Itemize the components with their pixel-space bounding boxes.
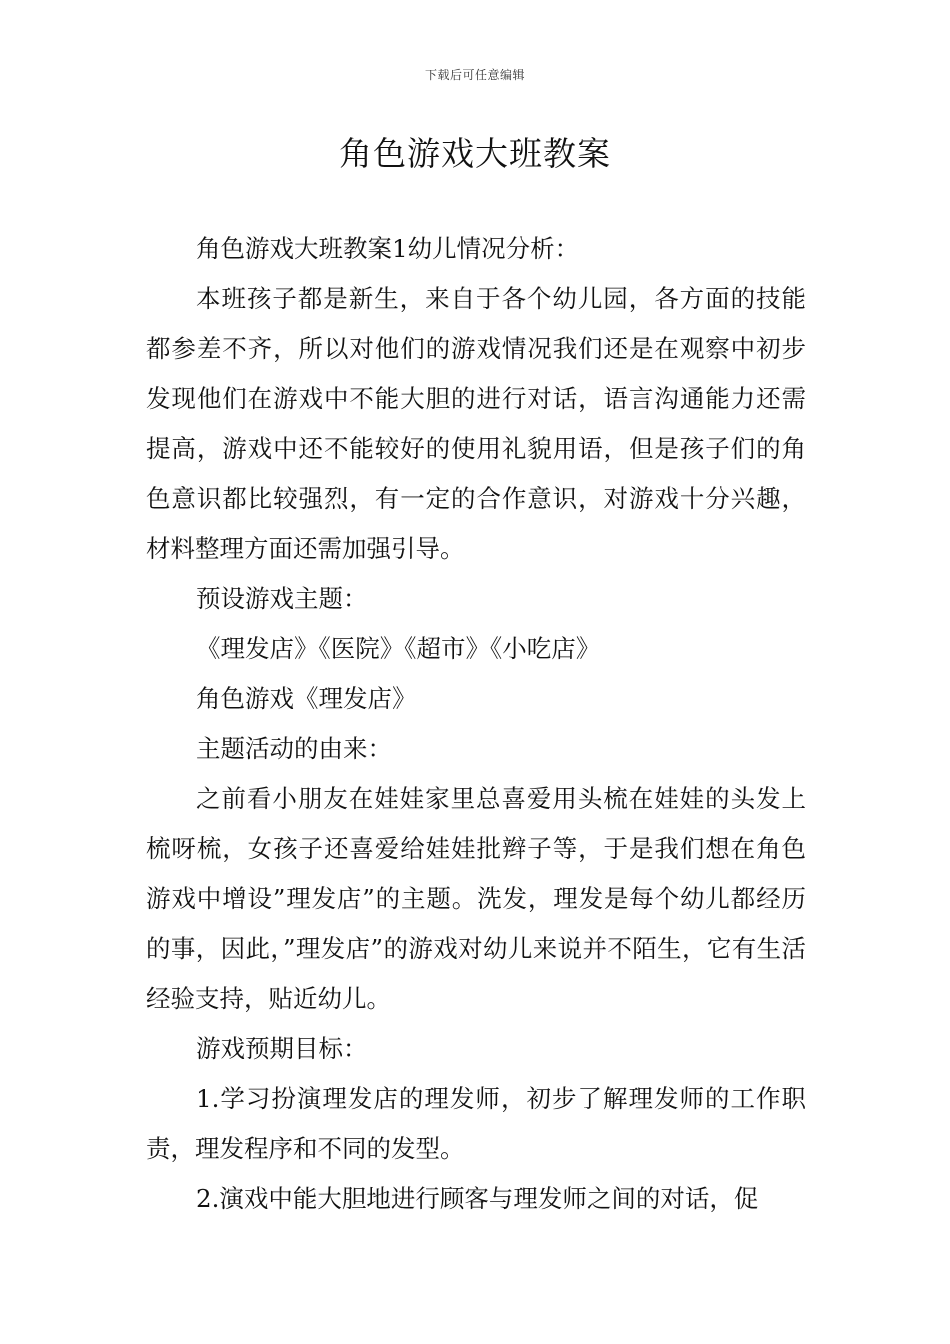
document-title: 角色游戏大班教案 <box>339 134 611 173</box>
paragraph-lesson-intro: 角色游戏大班教案1幼儿情况分析： <box>196 234 580 263</box>
paragraph-goal-1: 1.学习扮演理发店的理发师，初步了解理发师的工作职责，理发程序和不同的发型。 <box>146 1084 806 1163</box>
paragraph-class-analysis: 本班孩子都是新生，来自于各个幼儿园，各方面的技能都参差不齐，所以对他们的游戏情况我们还是在观察中初步发现他们在游戏中不能大胆的进行对话，语言沟通能力还需提高，游戏中还不能较好的使用礼貌用语，但是孩子们的角色意识都比较强烈，有一定的合作意识，对游戏十分兴趣，材料整理方面还需加强引导。 <box>146 284 806 563</box>
paragraph-origin-text: 之前看小朋友在娃娃家里总喜爱用头梳在娃娃的头发上梳呀梳，女孩子还喜爱给娃娃批辫子等，于是我们想在角色游戏中增设”理发店”的主题。洗发，理发是每个幼儿都经历的事，因此，”理发店”的游戏对幼儿来说并不陌生，它有生活经验支持，贴近幼儿。 <box>146 784 806 1013</box>
paragraph-origin-heading: 主题活动的由来： <box>196 734 392 763</box>
paragraph-themes-heading: 预设游戏主题： <box>196 584 368 613</box>
paragraph-goals-heading: 游戏预期目标： <box>196 1034 368 1063</box>
header-note: 下载后可任意编辑 <box>424 68 525 82</box>
paragraph-game-title: 角色游戏《理发店》 <box>196 684 417 713</box>
paragraph-theme-list: 《理发店》《医院》《超市》《小吃店》 <box>196 634 601 663</box>
document-body <box>146 224 806 1224</box>
paragraph-goal-2: 2.演戏中能大胆地进行顾客与理发师之间的对话，促 <box>196 1184 759 1213</box>
